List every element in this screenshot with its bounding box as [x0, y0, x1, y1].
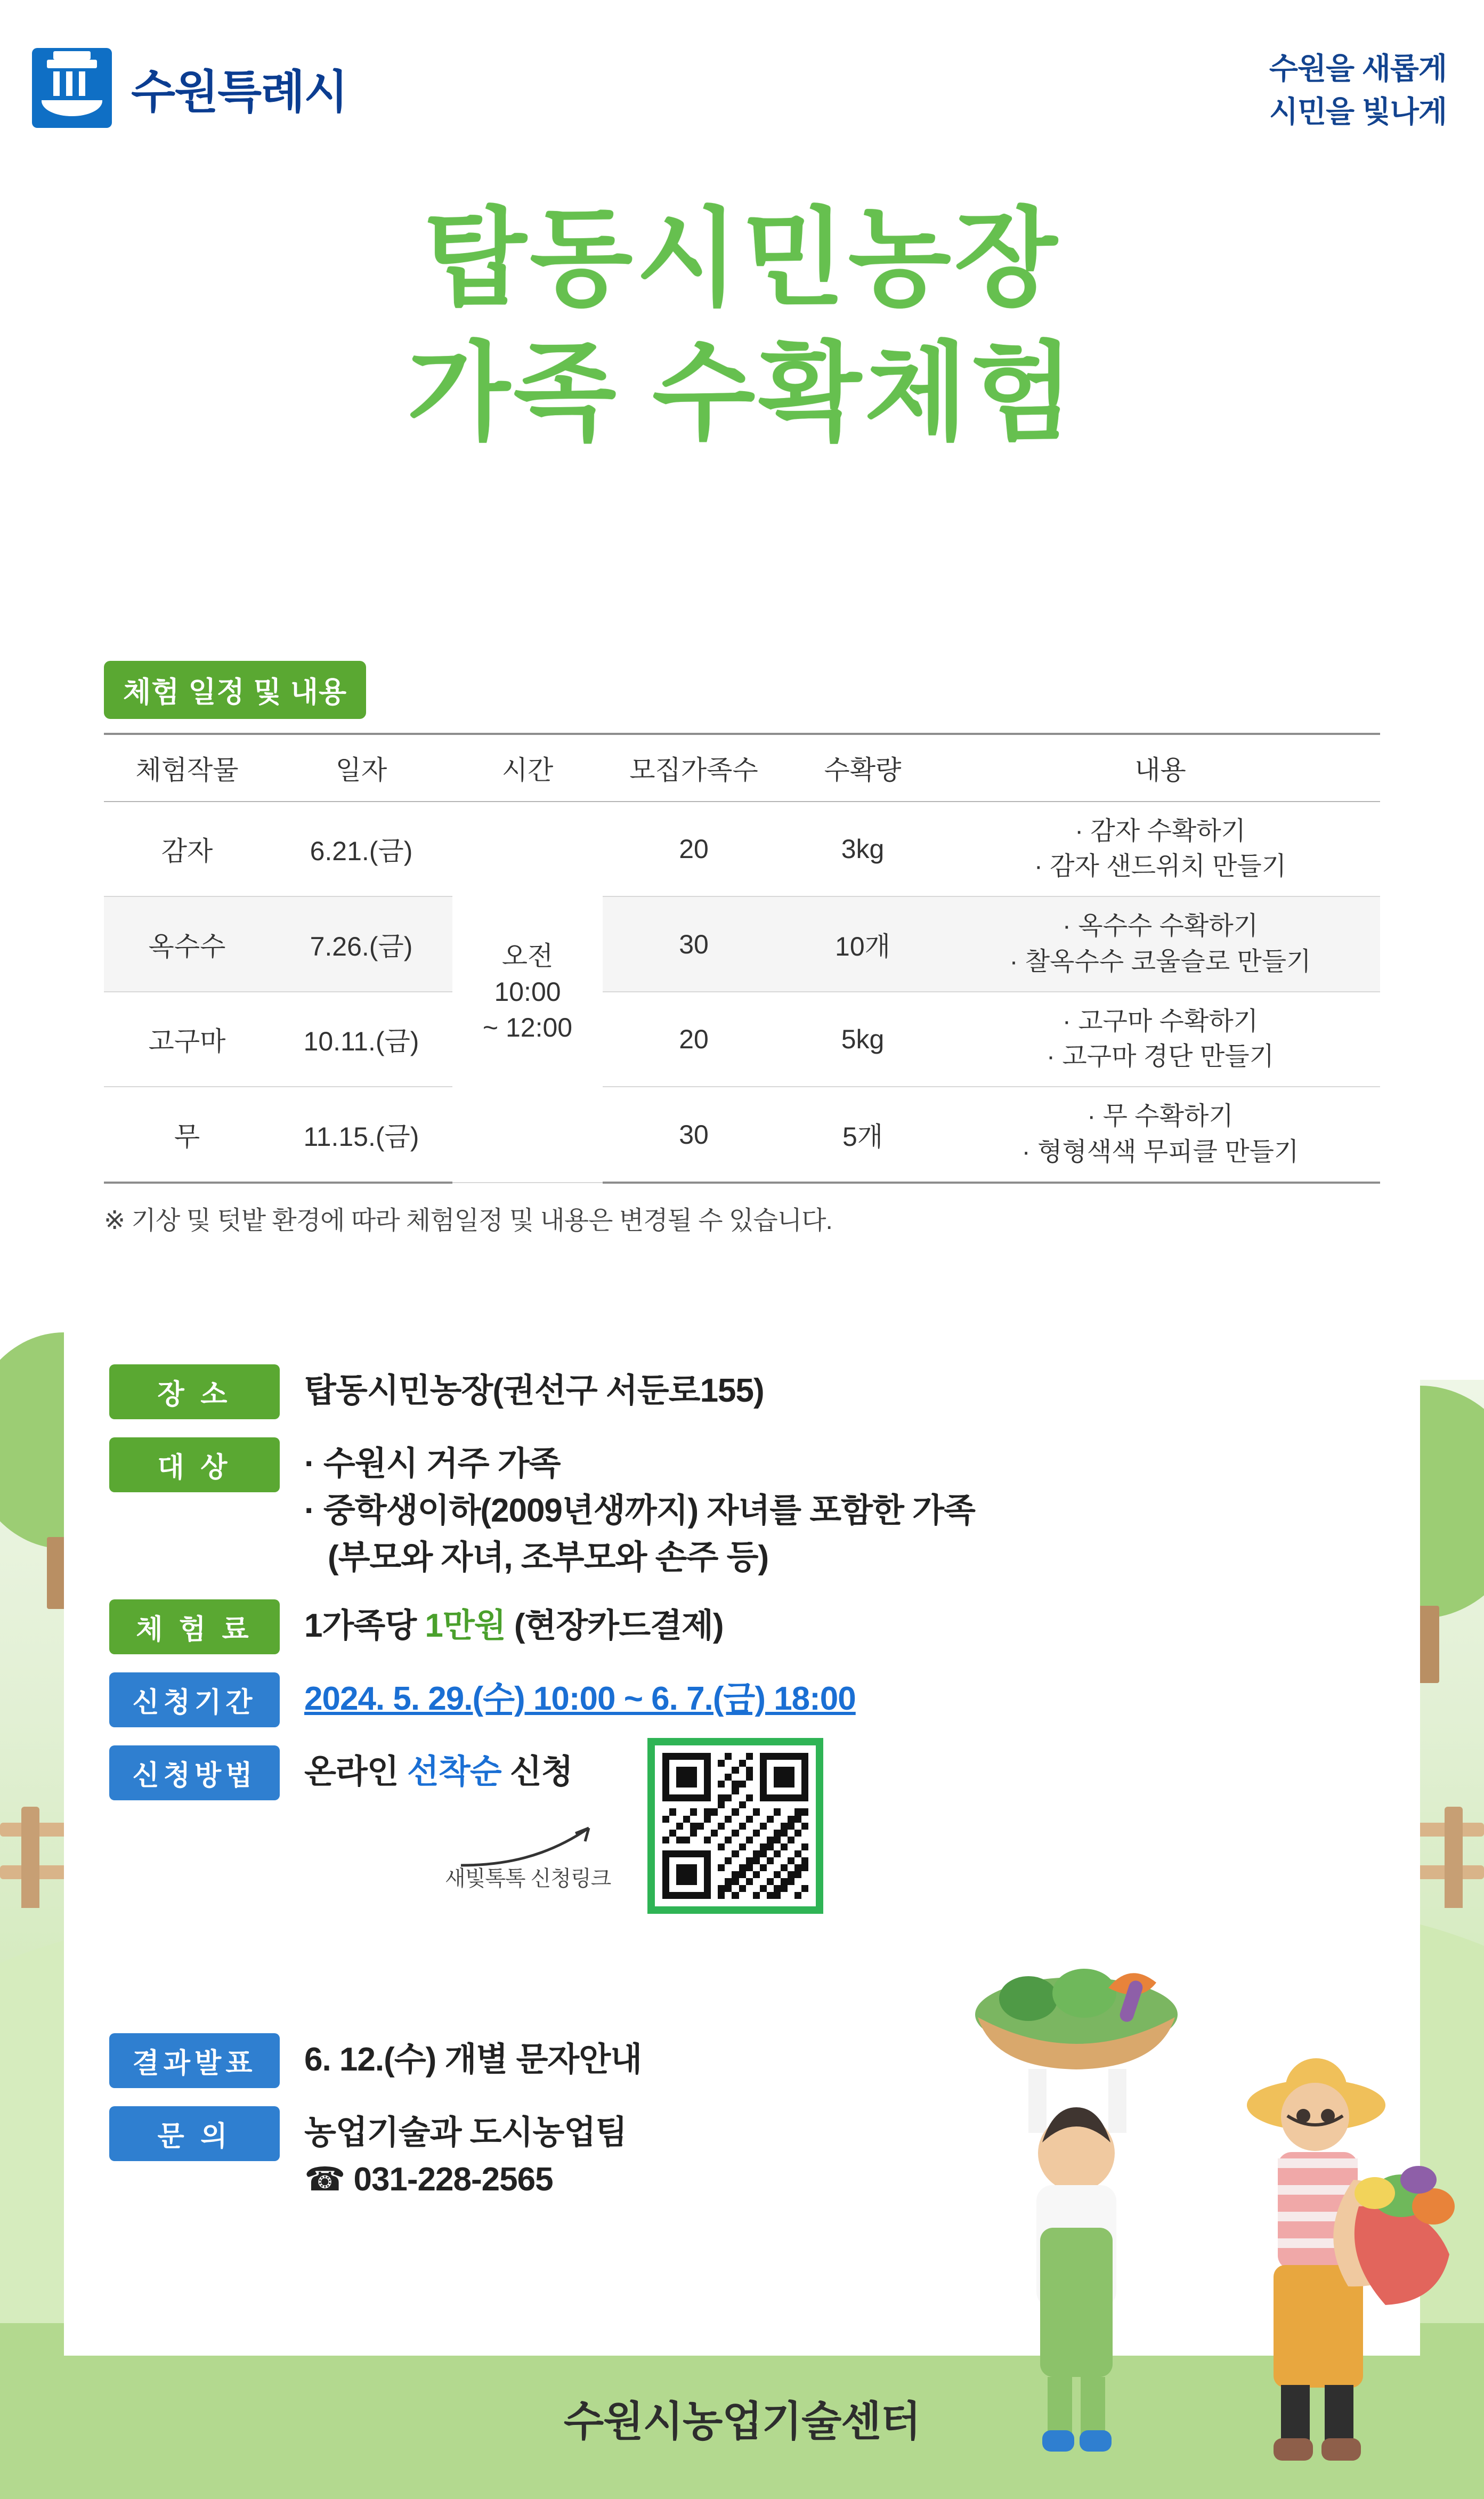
title-line-1: 탑동시민농장 [423, 199, 1061, 318]
badge-place: 장 소 [109, 1364, 280, 1419]
label-place [104, 1364, 285, 1419]
target-line-2: · 중학생이하(2009년생까지) 자녀를 포함한 가족 [304, 1492, 975, 1530]
label-fee [104, 1599, 285, 1654]
cell-yield: 3kg [785, 802, 940, 896]
poster-footer [0, 2388, 1484, 2448]
cell-families: 30 [603, 1087, 785, 1182]
schedule-section-badge: 체험 일정 및 내용 [104, 661, 366, 719]
time-line: 오전 [501, 941, 554, 971]
target-line-1: · 수원시 거주 가족 [304, 1445, 561, 1482]
qr-code-icon[interactable] [647, 1738, 823, 1914]
contact-phone-line [304, 2156, 627, 2203]
column-header-time: 시간 [452, 734, 603, 802]
content-line: · 찰옥수수 코울슬로 만들기 [1009, 947, 1311, 976]
cell-date: 11.15.(금) [270, 1087, 452, 1182]
content-line: · 감자 샌드위치 만들기 [1034, 852, 1287, 881]
cell-crop: 감자 [104, 802, 270, 896]
label-apply-period [104, 1672, 285, 1727]
poster-header [0, 37, 1484, 155]
schedule-section [104, 661, 1383, 1236]
column-header-content: 내용 [940, 734, 1380, 802]
fee-suffix: (현장카드결제) [505, 1607, 724, 1645]
column-header-families: 모집가족수 [603, 734, 785, 802]
cell-yield: 5개 [785, 1087, 940, 1182]
title-line-2: 가족 수확체험 [407, 334, 1077, 452]
content-line: · 무 수확하기 [1087, 1102, 1234, 1131]
cell-families: 20 [603, 992, 785, 1087]
table-header-row [104, 734, 1380, 802]
value-place: 탑동시민농장(권선구 서둔로155) [304, 1372, 764, 1409]
cell-families: 30 [603, 896, 785, 991]
slogan-line-2: 시민을 빛나게 [1269, 95, 1447, 129]
schedule-note: ※ 기상 및 텃밭 환경에 따라 체험일정 및 내용은 변경될 수 있습니다. [104, 1206, 832, 1235]
label-result [104, 2033, 285, 2088]
qr-caption: 새빛톡톡 신청링크 [445, 1867, 611, 1891]
table-row [104, 896, 1380, 991]
cell-yield: 5kg [785, 992, 940, 1087]
city-name: 수원특례시 [131, 67, 347, 118]
badge-apply-period: 신청기간 [109, 1672, 280, 1727]
info-row-fee [104, 1599, 1383, 1654]
info-row-contact [104, 2106, 1383, 2203]
cell-date: 10.11.(금) [270, 992, 452, 1087]
cell-crop: 무 [104, 1087, 270, 1182]
badge-contact: 문 의 [109, 2106, 280, 2161]
apply-period-text: 2024. 5. 29.(수) 10:00 ~ 6. 7.(금) 18:00 [304, 1680, 856, 1718]
info-row-apply-period [104, 1672, 1383, 1727]
info-row-apply-method [104, 1745, 1383, 1969]
cell-date: 7.26.(금) [270, 896, 452, 991]
label-target [104, 1437, 285, 1492]
time-line: ~ 12:00 [482, 1012, 573, 1042]
badge-result: 결과발표 [109, 2033, 280, 2088]
info-row-target [104, 1437, 1383, 1581]
cell-time-shared [452, 802, 603, 1183]
suwon-city-emblem-icon [32, 48, 112, 128]
time-line: 10:00 [494, 976, 561, 1007]
table-row [104, 802, 1380, 896]
value-contact [304, 2106, 627, 2203]
content-line: · 형형색색 무피클 만들기 [1021, 1137, 1299, 1166]
cell-content [940, 802, 1380, 896]
value-result: 6. 12.(수) 개별 문자안내 [304, 2041, 642, 2079]
apply-method-suffix: 신청 [501, 1753, 573, 1791]
cell-content [940, 992, 1380, 1087]
fee-prefix: 1가족당 [304, 1607, 425, 1645]
value-fee [304, 1599, 724, 1649]
content-line: · 고구마 수확하기 [1062, 1007, 1259, 1036]
footer-organization: 수원시농업기술센터 [563, 2398, 921, 2445]
cell-families: 20 [603, 802, 785, 896]
target-line-3: (부모와 자녀, 조부모와 손주 등) [328, 1539, 769, 1576]
telephone-icon: ☎ [304, 2161, 345, 2198]
badge-fee: 체 험 료 [109, 1599, 280, 1654]
schedule-table [104, 733, 1380, 1184]
fee-amount: 1만원 [425, 1607, 506, 1645]
apply-method-highlight: 선착순 [407, 1753, 501, 1791]
info-row-place [104, 1364, 1383, 1419]
city-logo [32, 48, 347, 128]
column-header-date: 일자 [270, 734, 452, 802]
cell-content [940, 896, 1380, 991]
page-title [0, 192, 1484, 460]
contact-phone: 031-228-2565 [353, 2161, 553, 2198]
contact-team: 농업기술과 도시농업팀 [304, 2114, 627, 2152]
cell-yield: 10개 [785, 896, 940, 991]
cell-crop: 옥수수 [104, 896, 270, 991]
cell-content [940, 1087, 1380, 1182]
city-slogan [1269, 47, 1447, 133]
cell-crop: 고구마 [104, 992, 270, 1087]
slogan-line-1: 수원을 새롭게 [1269, 52, 1447, 85]
table-row [104, 1087, 1380, 1182]
badge-apply-method: 신청방법 [109, 1745, 280, 1800]
info-row-result [104, 2033, 1383, 2088]
label-contact [104, 2106, 285, 2161]
label-apply-method [104, 1745, 285, 1800]
column-header-yield: 수확량 [785, 734, 940, 802]
badge-target: 대 상 [109, 1437, 280, 1492]
apply-method-prefix: 온라인 [304, 1753, 407, 1791]
content-line: · 옥수수 수확하기 [1062, 912, 1259, 941]
value-apply-method [304, 1745, 573, 1796]
content-line: · 감자 수확하기 [1075, 817, 1246, 845]
content-line: · 고구마 경단 만들기 [1047, 1042, 1274, 1071]
value-apply-period [304, 1672, 856, 1722]
value-target [304, 1437, 975, 1581]
info-list [104, 1364, 1383, 2221]
table-row [104, 992, 1380, 1087]
column-header-crop: 체험작물 [104, 734, 270, 802]
cell-date: 6.21.(금) [270, 802, 452, 896]
